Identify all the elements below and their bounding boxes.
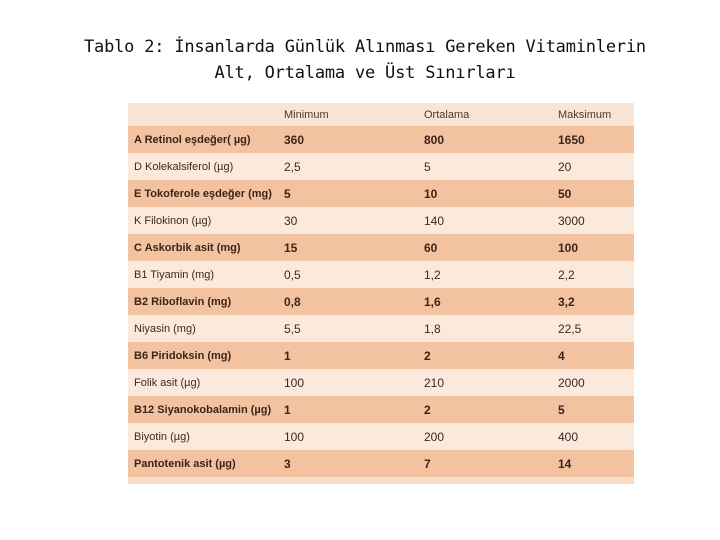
row-name: B6 Piridoksin (mg)	[134, 349, 232, 362]
cell-ortalama: 1,6	[424, 294, 441, 309]
table-row	[128, 153, 634, 180]
row-name: Biyotin (µg)	[134, 430, 190, 443]
header-minimum: Minimum	[284, 108, 329, 121]
cell-ortalama: 7	[424, 456, 431, 471]
cell-minimum: 15	[284, 240, 298, 255]
row-name: Pantotenik asit (µg)	[134, 457, 236, 470]
row-name: Niyasin (mg)	[134, 322, 196, 335]
cell-ortalama: 200	[424, 429, 445, 444]
row-name: K Filokinon (µg)	[134, 214, 212, 227]
title-line-2: Alt, Ortalama ve Üst Sınırları	[214, 63, 516, 83]
cell-minimum: 0,5	[284, 267, 301, 282]
row-name: Folik asit (µg)	[134, 376, 201, 389]
table-row	[128, 126, 634, 153]
table-row	[128, 450, 634, 477]
row-name: B1 Tiyamin (mg)	[134, 268, 215, 281]
table-row	[128, 342, 634, 369]
cell-ortalama: 210	[424, 375, 445, 390]
title-line-1: Tablo 2: İnsanlarda Günlük Alınması Gereken Vitaminlerin	[84, 37, 646, 57]
cell-maksimum: 400	[558, 429, 579, 444]
cell-ortalama: 2	[424, 402, 431, 417]
table-row	[128, 234, 634, 261]
row-name: D Kolekalsiferol (µg)	[134, 160, 234, 173]
cell-maksimum: 50	[558, 186, 572, 201]
cell-minimum: 100	[284, 375, 305, 390]
cell-maksimum: 1650	[558, 132, 585, 147]
cell-ortalama: 1,8	[424, 321, 441, 336]
table-row	[128, 423, 634, 450]
cell-maksimum: 3000	[558, 213, 585, 228]
vitamin-table	[128, 103, 634, 484]
table-row	[128, 207, 634, 234]
cell-maksimum: 3,2	[558, 294, 575, 309]
cell-minimum: 100	[284, 429, 305, 444]
cell-ortalama: 10	[424, 186, 438, 201]
cell-minimum: 2,5	[284, 159, 301, 174]
cell-maksimum: 20	[558, 159, 572, 174]
cell-ortalama: 1,2	[424, 267, 441, 282]
row-name: B2 Riboflavin (mg)	[134, 295, 232, 308]
cell-minimum: 3	[284, 456, 291, 471]
cell-maksimum: 14	[558, 456, 572, 471]
cell-minimum: 5,5	[284, 321, 301, 336]
cell-maksimum: 100	[558, 240, 579, 255]
cell-maksimum: 4	[558, 348, 565, 363]
table-row	[128, 261, 634, 288]
row-name: A Retinol eşdeğer( µg)	[134, 133, 251, 146]
row-name: B12 Siyanokobalamin (µg)	[134, 403, 272, 416]
row-name: C Askorbik asit (mg)	[134, 241, 241, 254]
cell-maksimum: 5	[558, 402, 565, 417]
cell-minimum: 1	[284, 402, 291, 417]
cell-ortalama: 2	[424, 348, 431, 363]
table-row	[128, 180, 634, 207]
cell-ortalama: 60	[424, 240, 438, 255]
cell-maksimum: 22,5	[558, 321, 582, 336]
page-title	[0, 34, 720, 86]
header-ortalama: Ortalama	[424, 108, 470, 121]
cell-minimum: 360	[284, 132, 305, 147]
table-row	[128, 396, 634, 423]
row-name: E Tokoferole eşdeğer (mg)	[134, 187, 272, 200]
cell-ortalama: 5	[424, 159, 431, 174]
table-header	[128, 103, 634, 126]
cell-ortalama: 800	[424, 132, 445, 147]
table-row	[128, 369, 634, 396]
table-row	[128, 315, 634, 342]
cell-minimum: 30	[284, 213, 298, 228]
cell-minimum: 0,8	[284, 294, 301, 309]
header-maksimum: Maksimum	[558, 108, 612, 121]
cell-maksimum: 2000	[558, 375, 585, 390]
cell-ortalama: 140	[424, 213, 445, 228]
cell-maksimum: 2,2	[558, 267, 575, 282]
cell-minimum: 5	[284, 186, 291, 201]
table-row	[128, 288, 634, 315]
cell-minimum: 1	[284, 348, 291, 363]
